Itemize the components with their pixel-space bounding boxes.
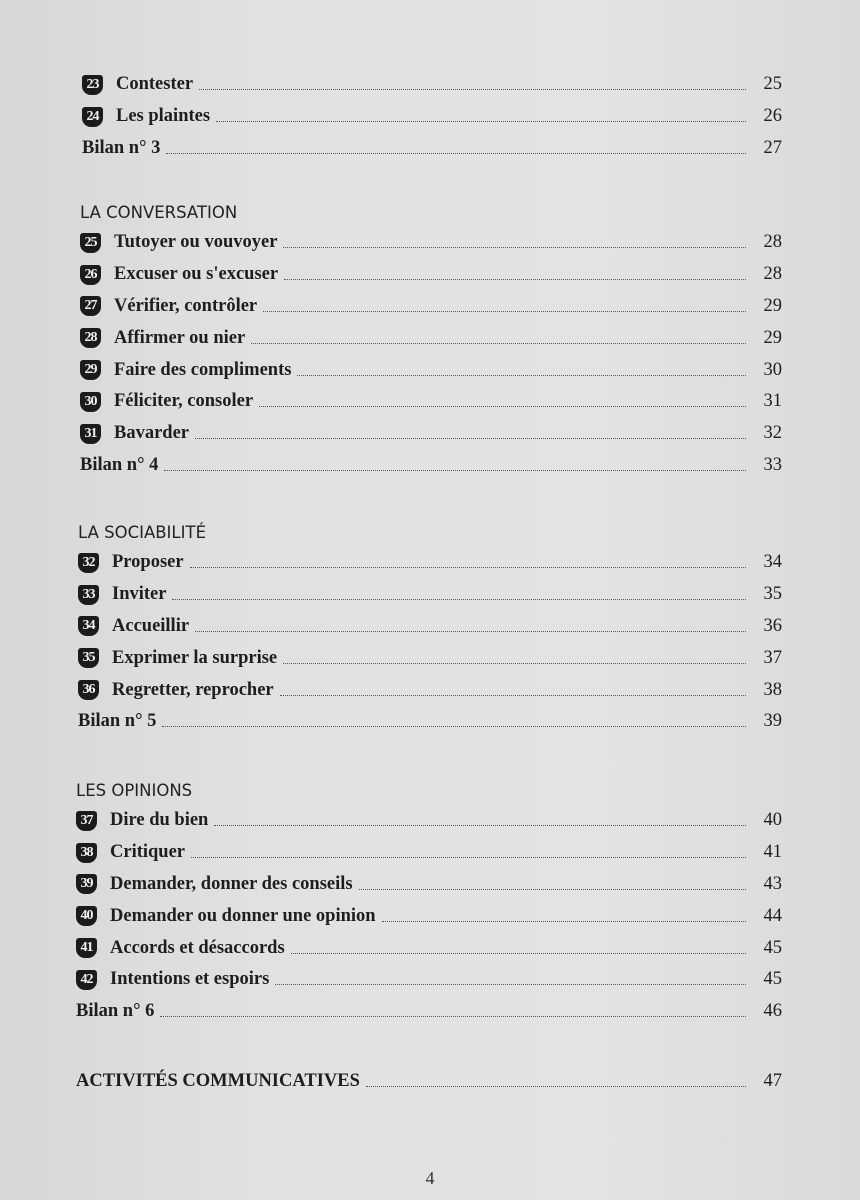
dot-leader bbox=[166, 153, 746, 154]
entry-page: 36 bbox=[763, 615, 782, 636]
dot-leader bbox=[191, 857, 746, 858]
unit-number-badge: 41 bbox=[76, 938, 97, 958]
entry-title: Les plaintes bbox=[116, 106, 211, 127]
entry-page: 40 bbox=[763, 810, 782, 831]
unit-number-badge: 39 bbox=[76, 874, 97, 894]
entry-title: Contester bbox=[116, 74, 194, 95]
entry-title: Accueillir bbox=[112, 615, 190, 636]
entry-title: Intentions et espoirs bbox=[110, 969, 270, 990]
entry-title: Critiquer bbox=[110, 842, 186, 863]
entry-title: Dire du bien bbox=[110, 810, 209, 831]
dot-leader bbox=[160, 1016, 746, 1017]
unit-number-badge: 26 bbox=[80, 265, 101, 285]
entry-page: 46 bbox=[763, 1001, 782, 1022]
entry-title: Demander ou donner une opinion bbox=[110, 905, 376, 926]
entry-title: Faire des compliments bbox=[114, 359, 292, 380]
unit-number-badge: 35 bbox=[78, 648, 99, 668]
bilan-entry bbox=[82, 133, 782, 165]
dot-leader bbox=[283, 247, 746, 248]
toc-section bbox=[82, 69, 782, 164]
toc-entry bbox=[80, 322, 782, 354]
bilan-entry bbox=[76, 996, 782, 1028]
entry-page: 26 bbox=[763, 106, 782, 127]
unit-number-badge: 29 bbox=[80, 360, 101, 380]
entry-title: Bilan n° 5 bbox=[78, 711, 157, 732]
section-heading: LA SOCIABILITÉ bbox=[78, 522, 206, 542]
entry-page: 28 bbox=[763, 264, 782, 285]
dot-leader bbox=[214, 825, 746, 826]
dot-leader bbox=[195, 631, 746, 632]
toc-section bbox=[76, 775, 782, 1028]
entry-page: 37 bbox=[763, 647, 782, 668]
toc-entry bbox=[76, 869, 782, 901]
section-heading: LA CONVERSATION bbox=[80, 202, 238, 222]
entry-title: ACTIVITÉS COMMUNICATIVES bbox=[76, 1071, 360, 1092]
entry-page: 32 bbox=[763, 423, 782, 444]
entry-title: Proposer bbox=[112, 552, 184, 573]
dot-leader bbox=[382, 921, 746, 922]
entry-page: 44 bbox=[763, 905, 782, 926]
entry-page: 29 bbox=[763, 327, 782, 348]
toc-entry bbox=[76, 900, 782, 932]
toc-entry bbox=[80, 386, 782, 418]
unit-number-badge: 28 bbox=[80, 328, 101, 348]
entry-title: Excuser ou s'excuser bbox=[114, 264, 279, 285]
toc-entry bbox=[80, 291, 782, 323]
unit-number-badge: 34 bbox=[78, 616, 99, 636]
toc-entry bbox=[76, 837, 782, 869]
dot-leader bbox=[190, 567, 746, 568]
dot-leader bbox=[275, 984, 746, 985]
unit-number-badge: 37 bbox=[76, 811, 97, 831]
unit-number-badge: 33 bbox=[78, 585, 99, 605]
entry-title: Bilan n° 3 bbox=[82, 137, 161, 158]
unit-number-badge: 40 bbox=[76, 906, 97, 926]
final-entry bbox=[76, 1066, 782, 1098]
toc-entry bbox=[82, 69, 782, 101]
entry-page: 27 bbox=[763, 137, 782, 158]
unit-number-badge: 24 bbox=[82, 107, 103, 127]
entry-page: 25 bbox=[763, 74, 782, 95]
section-heading: LES OPINIONS bbox=[76, 780, 193, 800]
dot-leader bbox=[263, 311, 746, 312]
entry-title: Bilan n° 4 bbox=[80, 454, 159, 475]
dot-leader bbox=[284, 279, 746, 280]
entry-page: 47 bbox=[763, 1071, 782, 1092]
entry-title: Accords et désaccords bbox=[110, 937, 285, 958]
toc-entry bbox=[76, 805, 782, 837]
dot-leader bbox=[283, 663, 746, 664]
toc-entry bbox=[80, 259, 782, 291]
dot-leader bbox=[359, 889, 746, 890]
dot-leader bbox=[366, 1086, 746, 1087]
dot-leader bbox=[164, 470, 746, 471]
dot-leader bbox=[259, 406, 746, 407]
toc-section bbox=[78, 517, 782, 738]
toc-section bbox=[80, 197, 782, 481]
unit-number-badge: 32 bbox=[78, 553, 99, 573]
toc-entry bbox=[80, 227, 782, 259]
page-number: 4 bbox=[425, 1168, 435, 1188]
entry-page: 30 bbox=[763, 359, 782, 380]
entry-title: Inviter bbox=[112, 584, 167, 605]
entry-title: Affirmer ou nier bbox=[114, 327, 246, 348]
entry-page: 34 bbox=[763, 552, 782, 573]
unit-number-badge: 36 bbox=[78, 680, 99, 700]
entry-page: 45 bbox=[763, 937, 782, 958]
unit-number-badge: 23 bbox=[82, 75, 103, 95]
entry-title: Demander, donner des conseils bbox=[110, 873, 353, 894]
entry-title: Bavarder bbox=[114, 423, 190, 444]
toc-entry bbox=[80, 418, 782, 450]
dot-leader bbox=[251, 343, 746, 344]
toc-entry bbox=[78, 642, 782, 674]
entry-page: 45 bbox=[763, 969, 782, 990]
entry-title: Regretter, reprocher bbox=[112, 679, 274, 700]
entry-page: 41 bbox=[763, 842, 782, 863]
dot-leader bbox=[280, 695, 746, 696]
entry-title: Exprimer la surprise bbox=[112, 647, 278, 668]
unit-number-badge: 31 bbox=[80, 424, 101, 444]
unit-number-badge: 25 bbox=[80, 233, 101, 253]
unit-number-badge: 30 bbox=[80, 392, 101, 412]
unit-number-badge: 27 bbox=[80, 296, 101, 316]
entry-page: 38 bbox=[763, 679, 782, 700]
unit-number-badge: 38 bbox=[76, 843, 97, 863]
toc-entry bbox=[78, 547, 782, 579]
unit-number-badge: 42 bbox=[76, 970, 97, 990]
toc-entry bbox=[78, 579, 782, 611]
entry-page: 35 bbox=[763, 584, 782, 605]
toc-entry bbox=[76, 932, 782, 964]
toc-entry bbox=[78, 674, 782, 706]
dot-leader bbox=[172, 599, 746, 600]
entry-page: 31 bbox=[763, 391, 782, 412]
dot-leader bbox=[297, 375, 746, 376]
dot-leader bbox=[162, 726, 746, 727]
entry-title: Féliciter, consoler bbox=[114, 391, 254, 412]
entry-page: 39 bbox=[763, 711, 782, 732]
entry-title: Bilan n° 6 bbox=[76, 1001, 155, 1022]
toc-entry bbox=[76, 964, 782, 996]
dot-leader bbox=[195, 438, 746, 439]
toc-entry bbox=[82, 101, 782, 133]
entry-title: Vérifier, contrôler bbox=[114, 295, 258, 316]
dot-leader bbox=[199, 89, 746, 90]
entry-page: 29 bbox=[763, 295, 782, 316]
entry-page: 28 bbox=[763, 232, 782, 253]
toc-entry bbox=[78, 611, 782, 643]
entry-title: Tutoyer ou vouvoyer bbox=[114, 232, 278, 253]
toc-entry bbox=[80, 354, 782, 386]
entry-page: 43 bbox=[763, 873, 782, 894]
dot-leader bbox=[216, 121, 746, 122]
bilan-entry bbox=[80, 450, 782, 482]
bilan-entry bbox=[78, 706, 782, 738]
dot-leader bbox=[291, 953, 746, 954]
entry-page: 33 bbox=[763, 454, 782, 475]
